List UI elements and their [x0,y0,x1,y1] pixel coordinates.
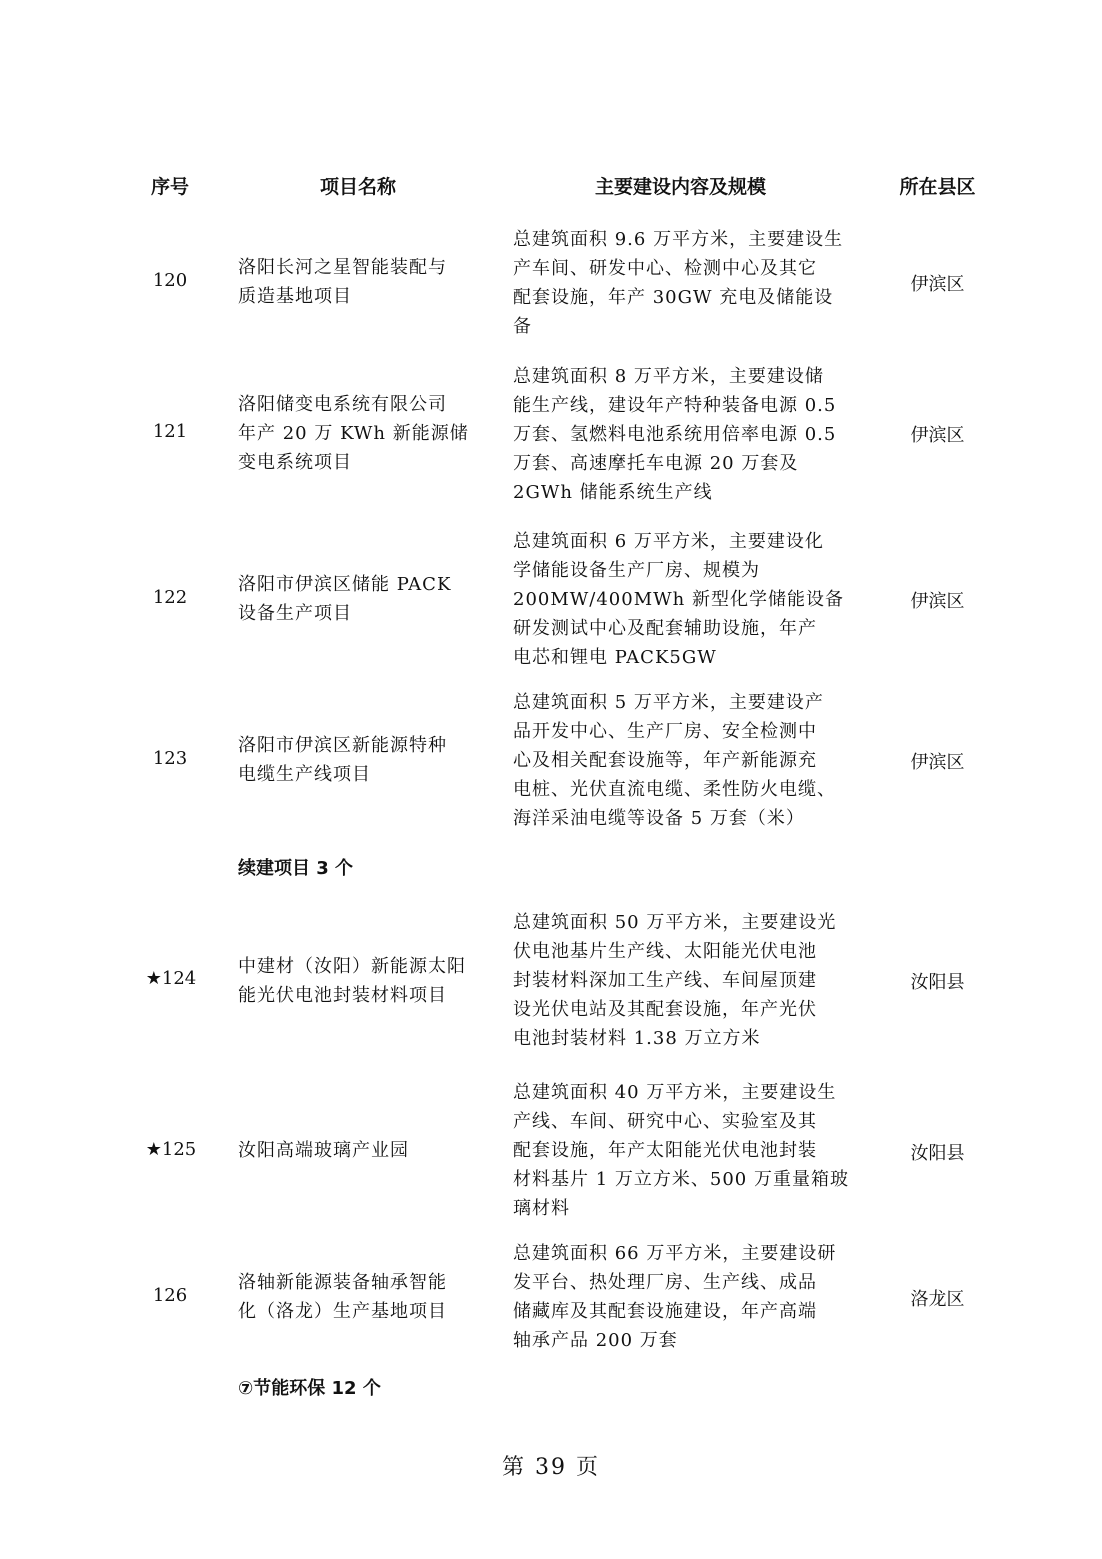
row-county: 伊滨区 [910,425,965,446]
content-line: 产车间、研发中心、检测中心及其它 [513,258,817,279]
name-line: 质造基地项目 [238,286,352,307]
page-number: 第 39 页 [502,1455,600,1480]
content-line: 品开发中心、生产厂房、安全检测中 [513,721,817,742]
content-line: 发平台、热处理厂房、生产线、成品 [513,1272,817,1293]
section-heading-continued: 续建项目 3 个 [238,858,354,879]
name-line: 电缆生产线项目 [238,764,371,785]
content-line: 2GWh 储能系统生产线 [513,482,713,503]
row-county: 汝阳县 [910,1143,965,1164]
row-content [513,225,858,341]
name-line: 能光伏电池封装材料项目 [238,985,447,1006]
row-number: 126 [152,1285,188,1306]
row-project-name [238,1268,478,1326]
row-project-name [238,570,478,628]
name-line: 洛阳长河之星智能装配与 [238,257,447,278]
name-line: 变电系统项目 [238,452,352,473]
row-content [513,688,858,833]
content-line: 学储能设备生产厂房、规模为 [513,560,760,581]
content-line: 200MW/400MWh 新型化学储能设备 [513,589,844,610]
content-line: 材料基片 1 万立方米、500 万重量箱玻 [513,1169,849,1190]
content-line: 能生产线，建设年产特种装备电源 0.5 [513,395,837,416]
content-line: 总建筑面积 5 万平方米，主要建设产 [513,692,824,713]
content-line: 伏电池基片生产线、太阳能光伏电池 [513,941,817,962]
row-number: ★125 [145,1139,197,1160]
name-line: 汝阳高端玻璃产业园 [238,1140,409,1161]
header-content: 主要建设内容及规模 [594,176,766,198]
row-content [513,1239,858,1355]
content-line: 配套设施，年产 30GW 充电及储能设 [513,287,834,308]
content-line: 研发测试中心及配套辅助设施，年产 [513,618,817,639]
name-line: 化（洛龙）生产基地项目 [238,1301,447,1322]
content-line: 总建筑面积 66 万平方米，主要建设研 [513,1243,837,1264]
name-line: 洛轴新能源装备轴承智能 [238,1272,447,1293]
row-project-name [238,731,478,789]
content-line: 万套、高速摩托车电源 20 万套及 [513,453,799,474]
name-line: 年产 20 万 KWh 新能源储 [238,423,469,444]
section-heading-energy-saving: ⑦节能环保 12 个 [238,1378,381,1399]
content-line: 电池封装材料 1.38 万立方米 [513,1028,761,1049]
name-line: 中建材（汝阳）新能源太阳 [238,956,466,977]
row-number: 122 [152,587,188,608]
content-line: 总建筑面积 8 万平方米，主要建设储 [513,366,824,387]
content-line: 心及相关配套设施等，年产新能源充 [513,750,817,771]
content-line: 总建筑面积 6 万平方米，主要建设化 [513,531,824,552]
row-content [513,362,858,507]
row-number: ★124 [145,968,197,989]
content-line: 璃材料 [513,1198,570,1219]
row-project-name [238,1136,478,1165]
row-number: 121 [152,421,188,442]
row-project-name [238,253,478,311]
row-county: 洛龙区 [910,1289,965,1310]
content-line: 封装材料深加工生产线、车间屋顶建 [513,970,817,991]
row-number: 123 [152,748,188,769]
row-content [513,1078,858,1223]
header-county: 所在县区 [899,176,976,198]
header-seq: 序号 [150,176,189,198]
content-line: 电芯和锂电 PACK5GW [513,647,717,668]
content-line: 储藏库及其配套设施建设，年产高端 [513,1301,817,1322]
row-county: 汝阳县 [910,972,965,993]
content-line: 配套设施，年产太阳能光伏电池封装 [513,1140,817,1161]
row-county: 伊滨区 [910,752,965,773]
name-line: 设备生产项目 [238,603,352,624]
name-line: 洛阳储变电系统有限公司 [238,394,447,415]
row-content [513,527,858,672]
content-line: 设光伏电站及其配套设施，年产光伏 [513,999,817,1020]
row-county: 伊滨区 [910,274,965,295]
name-line: 洛阳市伊滨区新能源特种 [238,735,447,756]
content-line: 海洋采油电缆等设备 5 万套（米） [513,808,805,829]
row-project-name [238,390,478,477]
content-line: 总建筑面积 9.6 万平方米，主要建设生 [513,229,844,250]
row-project-name [238,952,478,1010]
content-line: 总建筑面积 50 万平方米，主要建设光 [513,912,837,933]
name-line: 洛阳市伊滨区储能 PACK [238,574,452,595]
content-line: 万套、氢燃料电池系统用倍率电源 0.5 [513,424,837,445]
content-line: 产线、车间、研究中心、实验室及其 [513,1111,817,1132]
row-number: 120 [152,270,188,291]
row-county: 伊滨区 [910,591,965,612]
row-content [513,908,858,1053]
header-project-name: 项目名称 [319,176,396,198]
content-line: 电桩、光伏直流电缆、柔性防火电缆、 [513,779,836,800]
content-line: 总建筑面积 40 万平方米，主要建设生 [513,1082,837,1103]
content-line: 备 [513,316,532,337]
content-line: 轴承产品 200 万套 [513,1330,678,1351]
